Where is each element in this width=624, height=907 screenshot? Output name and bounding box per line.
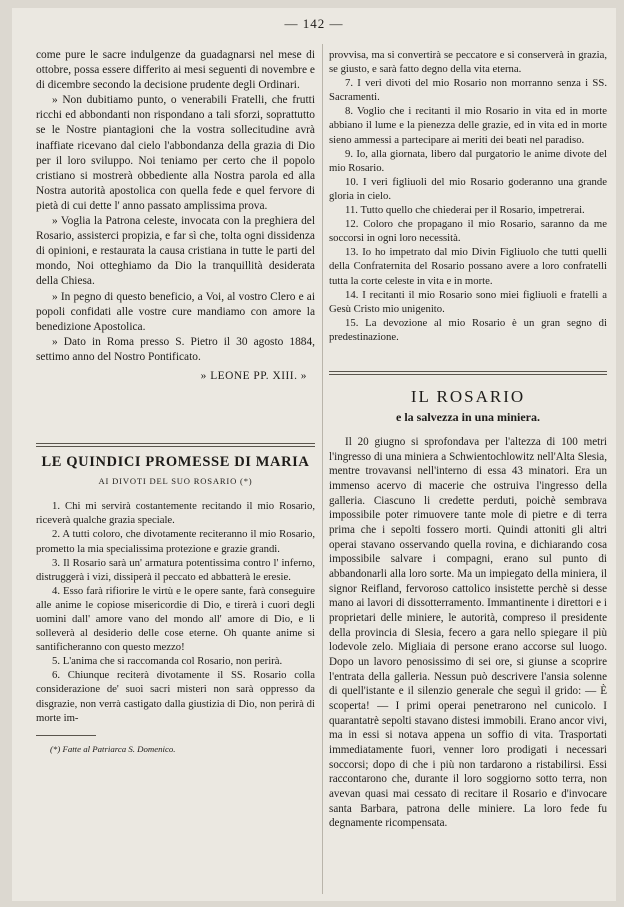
encyclical-paragraph: » Voglia la Patrona celeste, invocata con la preghiera del Rosario, assisterci propizia, e far sì che, tolta ogni dissidenza di opinioni, e restaurata la causa cristiana in tutte le parti del mondo, Noi otteghiamo da Dio la tranquillità desiderata della Chiesa. [36, 215, 315, 288]
left-column [36, 48, 315, 757]
promise-item: 14. I recitanti il mio Rosario sono miei figliuoli e fratelli a Gesù Cristo mio unigenito. [329, 288, 607, 315]
promise-item: 1. Chi mi servirà costantemente recitando il mio Rosario, riceverà qualche grazia speciale. [36, 500, 315, 527]
promise-item: 12. Coloro che propagano il mio Rosario, saranno da me soccorsi in ogni loro necessità. [329, 218, 607, 245]
promise-item: 6. Chiunque reciterà divotamente il SS. Rosario colla considerazione de' suoi sacri misteri non sarà oppresso da disgrazie, non verrà castigato dalla giustizia di Dio, non perirà di morte im- [36, 669, 315, 724]
encyclical-paragraph: » Dato in Roma presso S. Pietro il 30 agosto 1884, settimo anno del Nostro Pontificato. [36, 335, 315, 363]
promise-item: 11. Tutto quello che chiederai per il Rosario, impetrerai. [345, 204, 585, 217]
section-rule [36, 443, 315, 447]
promise-item: provvisa, ma si convertirà se peccatore e si conserverà in grazia, se giusto, e sarà fatto degno della vita eterna. [329, 49, 607, 76]
article-title: IL ROSARIO [410, 386, 526, 406]
encyclical-paragraph: » In pegno di questo beneficio, a Voi, al vostro Clero e ai popoli confidati alle vostre cure mandiamo con amore la benedizione Apostolica. [36, 290, 315, 333]
column-divider [322, 44, 323, 894]
article-subtitle: e la salvezza in una miniera. [396, 410, 540, 425]
promise-item: 10. I veri figliuoli del mio Rosario goderanno una grande gloria in cielo. [329, 175, 607, 202]
promises-title: LE QUINDICI PROMESSE DI MARIA [41, 454, 310, 471]
papal-signature: » LEONE PP. XIII. » [200, 369, 307, 382]
promise-item: 15. La devozione al mio Rosario è un gran segno di predestinazione. [329, 316, 607, 343]
promise-item: 4. Esso farà rifiorire le virtù e le opere sante, farà conseguire alle anime le copiose misericordie di Dio, e tirerà i cuori degli uomini dall' amore vano del mondo all' amore di Dio, e li solleverà al desiderio delle cose eterne. Oh quante anime si santificheranno con questo mezzo! [36, 584, 315, 654]
section-rule [329, 371, 607, 375]
promise-item: 8. Voglio che i recitanti il mio Rosario in vita ed in morte abbiano il lume e la pienezza delle grazie, ed in vita ed in morte sieno ammessi a partecipare ai meriti dei beati nel paradiso. [329, 105, 607, 146]
encyclical-paragraph: » Non dubitiamo punto, o venerabili Fratelli, che frutti ricchi ed abbondanti non rispondano a tali sforzi, soprattutto se le Nostre piantagioni che la vostra sollecitudine avrà inaffiate ricevano dal cielo l'abbondanza della grazia di Dio per il loro sviluppo. Noi teniamo per certo che il popolo cristiano si mostrerà obbediente alla Nostra parola ed alla Nostra autorità apostolica con quella fede e quel fervore di pietà di cui dette l' anno passato amplissima prova. [36, 94, 315, 212]
footnote: (*) Fatte al Patriarca S. Domenico. [50, 743, 176, 754]
promises-list [36, 499, 315, 725]
right-column [329, 48, 607, 831]
footnote-rule [36, 735, 96, 736]
book-page [12, 8, 616, 901]
encyclical-paragraph: come pure le sacre indulgenze da guadagnarsi nel mese di ottobre, possa essere differito ai mesi seguenti di novembre e di dicembre secondo la decisione prudente degli Ordinari. [36, 49, 315, 92]
article-body [329, 435, 607, 831]
page-number: — 142 — [284, 16, 344, 31]
promise-item: 5. L'anima che si raccomanda col Rosario, non perirà. [52, 655, 283, 668]
promise-item: 13. Io ho impetrato dal mio Divin Figliuolo che tutti quelli della Confraternita del Rosario possano avere a loro confratelli tutta la corte celeste in vita e in morte. [329, 246, 607, 287]
section-spacer [329, 344, 607, 368]
section-spacer [36, 384, 315, 440]
promises-subtitle: AI DIVOTI DEL SUO ROSARIO (*) [98, 476, 253, 487]
article-paragraph: Il 20 giugno si sprofondava per l'altezza di 100 metri l'ingresso di una miniera a Schwientochlowitz nell'Alta Slesia, mentre trovavansi nell'interno di essa 43 minatori. Era un immenso acervo di macerie che ostruiva l'ingresso della galleria. Ciascuno li credette perduti, poichè sembrava impossibile poter rimuovere tante mole di pietre e di terra prima che i sepolti fossero morti. Quindi attoniti gli altri operai stavano osservando quella rovina, e dichiarando cosa impossibile salvare i compagni, erano sul punto di abbandonarli alla loro sorte. Ma un impiegato della miniera, il signor Reifland, fervoroso cattolico insistette perchè si desse mano ai lavori di dissotterramento. Immantinente i direttori e i proprietari delle miniere, le autorità, compreso il presidente della provincia di Slesia, fecero a gara nello spiegare il più lodevole zelo. Migliaia di persone erano accorse sul luogo. Dopo un lavoro penosissimo di sei ore, si giunse a scoprire l'entrata della galleria. Nessun può descrivere l'ansia solenne di quell'istante e il silenzio generale che seguì il grido: — È scoperta! — I primi operai penetrarono nel cunicolo. I quarantatrè sepolti stavano distesi immobili. Erano ancor vivi, ma in essi si notava appena un soffio di vita. Trasportati immediatamente fuori, venner loro prodigati i necessari soccorsi; dopo di che i più non tardarono a ristabilirsi. Essi raccontarono che, durante il loro soggiorno sotto terra, non avevan quasi mai cessato di recitare il Rosario e d'invocare santa Barbara, patrona delle miniere. La loro fede fu degnamente ricompensata. [329, 436, 607, 830]
promise-item: 9. Io, alla giornata, libero dal purgatorio le anime divote del mio Rosario. [329, 147, 607, 174]
promise-item: 7. I veri divoti del mio Rosario non morranno senza i SS. Sacramenti. [329, 77, 607, 104]
promise-item: 3. Il Rosario sarà un' armatura potentissima contro l' inferno, distruggerà i vizi, dissiperà il peccato ed abbatterà le eresie. [36, 556, 315, 583]
promise-item: 2. A tutti coloro, che divotamente reciteranno il mio Rosario, prometto la mia specialissima protezione e grazie grandi. [36, 528, 315, 555]
